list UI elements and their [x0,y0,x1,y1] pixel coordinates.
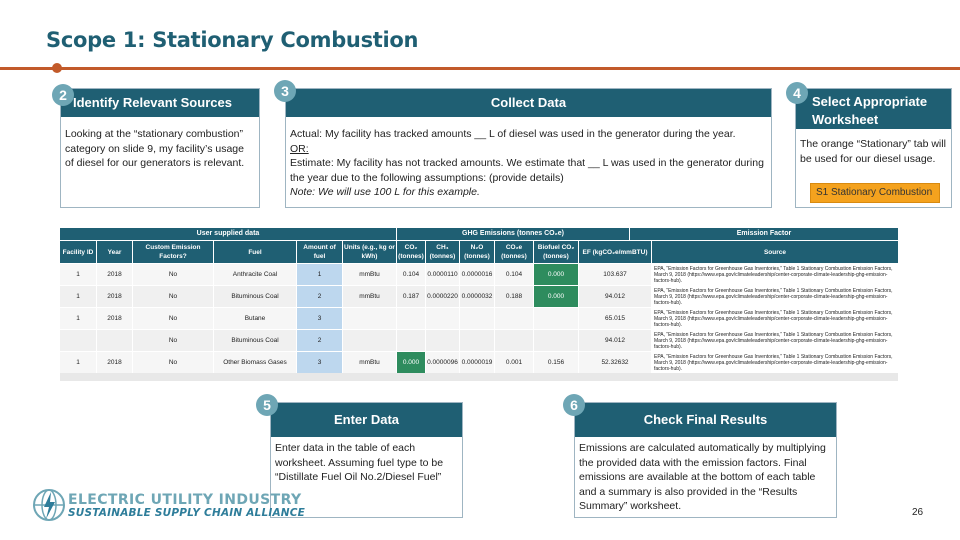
step-5-heading: Enter Data [271,403,462,437]
col-source: Source [652,241,898,263]
cell-facility[interactable]: 1 [60,286,96,307]
step-2-heading: Identify Relevant Sources [61,89,259,117]
cell-co2[interactable] [397,330,425,351]
cell-facility[interactable]: 1 [60,308,96,329]
group-header-user-data: User supplied data [60,228,396,240]
col-n2o: N₂O (tonnes) [460,241,494,263]
table-row [60,330,898,352]
cell-fuel[interactable]: Other Biomass Gases [214,352,296,373]
cell-co2[interactable]: 0.104 [397,264,425,285]
cell-custom[interactable]: No [133,286,213,307]
cell-amount[interactable]: 1 [297,264,342,285]
cell-ef[interactable]: 52.32632 [579,352,651,373]
col-amount: Amount of fuel [297,241,342,263]
cell-ef[interactable]: 94.012 [579,330,651,351]
cell-source: EPA, “Emission Factors for Greenhouse Gas Inventories,” Table 1 Stationary Combustion Emission Factors, March 9, 2018 (https://www.epa.gov/climateleadership/center-corporate-climate-leadership-ghg-emission-factors-hub). [652,330,898,351]
cell-year[interactable]: 2018 [97,264,132,285]
cell-year[interactable] [97,330,132,351]
cell-facility[interactable]: 1 [60,264,96,285]
col-facility-id: Facility ID [60,241,96,263]
table-footer [60,373,898,381]
cell-units[interactable]: mmBtu [343,264,396,285]
step-4-badge: 4 [786,82,808,104]
col-year: Year [97,241,132,263]
col-units: Units (e.g., kg or kWh) [343,241,396,263]
cell-co2[interactable]: 0.187 [397,286,425,307]
cell-fuel[interactable]: Bituminous Coal [214,330,296,351]
table-row [60,264,898,286]
cell-co2e[interactable]: 0.188 [495,286,533,307]
cell-facility[interactable] [60,330,96,351]
step-5-text: Enter data in the table of each worksheet. Assuming fuel type to be “Distillate Fuel Oil No.2/Diesel Fuel” [275,442,444,483]
cell-n2o[interactable] [460,330,494,351]
step-3-badge: 3 [274,80,296,102]
cell-custom[interactable]: No [133,330,213,351]
step-2-card [60,88,260,208]
step-3-note: Note: We will use 100 L for this example. [290,186,480,198]
cell-n2o[interactable] [460,308,494,329]
cell-n2o[interactable]: 0.0000016 [460,264,494,285]
col-biofuel: Biofuel CO₂ (tonnes) [534,241,578,263]
cell-year[interactable]: 2018 [97,308,132,329]
cell-bio[interactable]: 0.156 [534,352,578,373]
step-2-badge: 2 [52,84,74,106]
cell-units[interactable]: mmBtu [343,286,396,307]
cell-fuel[interactable]: Bituminous Coal [214,286,296,307]
cell-ch4[interactable] [426,308,459,329]
title-divider [0,67,960,70]
step-6-heading: Check Final Results [575,403,836,437]
cell-units[interactable] [343,330,396,351]
step-4-heading: Select Appropriate Worksheet [796,89,951,129]
cell-ef[interactable]: 94.012 [579,286,651,307]
cell-co2e[interactable] [495,330,533,351]
slide-title: Scope 1: Stationary Combustion [46,28,419,52]
cell-n2o[interactable]: 0.0000019 [460,352,494,373]
cell-co2[interactable]: 0.000 [397,352,425,373]
col-custom-ef: Custom Emission Factors? [133,241,213,263]
group-header-ef: Emission Factor [630,228,898,240]
cell-bio[interactable] [534,330,578,351]
cell-ef[interactable]: 65.015 [579,308,651,329]
cell-source: EPA, “Emission Factors for Greenhouse Gas Inventories,” Table 1 Stationary Combustion Emission Factors, March 9, 2018 (https://www.epa.gov/climateleadership/center-corporate-climate-leadership-ghg-emission-factors-hub). [652,264,898,285]
cell-units[interactable] [343,308,396,329]
cell-amount[interactable]: 3 [297,308,342,329]
euissca-logo [32,488,306,527]
table-row [60,286,898,308]
divider-dot [52,63,62,73]
col-co2: CO₂ (tonnes) [397,241,425,263]
cell-custom[interactable]: No [133,308,213,329]
cell-fuel[interactable]: Butane [214,308,296,329]
cell-n2o[interactable]: 0.0000032 [460,286,494,307]
step-3-or: OR: [290,142,309,155]
cell-units[interactable]: mmBtu [343,352,396,373]
step-4-text: The orange “Stationary” tab will be used for our diesel usage. [800,138,946,165]
step-3-actual: Actual: My facility has tracked amounts __ L of diesel was used in the generator during the year. [290,128,736,140]
cell-ef[interactable]: 103.637 [579,264,651,285]
cell-ch4[interactable]: 0.0000220 [426,286,459,307]
col-co2e: CO₂e (tonnes) [495,241,533,263]
step-3-heading: Collect Data [286,89,771,117]
step-3-estimate: Estimate: My facility has not tracked amounts. We estimate that __ L was used in the generator during the year due to the following assumptions: (provide details) [290,157,764,184]
step-2-text: Looking at the “stationary combustion” category on slide 9, my facility’s usage of diesel for our generators is relevant. [65,128,245,169]
cell-fuel[interactable]: Anthracite Coal [214,264,296,285]
cell-source: EPA, “Emission Factors for Greenhouse Gas Inventories,” Table 1 Stationary Combustion Emission Factors, March 9, 2018 (https://www.epa.gov/climateleadership/center-corporate-climate-leadership-ghg-emission-factors-hub). [652,308,898,329]
cell-ch4[interactable] [426,330,459,351]
step-6-card [574,402,837,518]
stationary-worksheet-tab[interactable]: S1 Stationary Combustion [810,183,940,203]
cell-amount[interactable]: 3 [297,352,342,373]
cell-source: EPA, “Emission Factors for Greenhouse Gas Inventories,” Table 1 Stationary Combustion Emission Factors, March 9, 2018 (https://www.epa.gov/climateleadership/center-corporate-climate-leadership-ghg-emission-factors-hub). [652,286,898,307]
cell-amount[interactable]: 2 [297,286,342,307]
table-row [60,308,898,330]
cell-bio[interactable]: 0.000 [534,264,578,285]
cell-co2e[interactable] [495,308,533,329]
cell-custom[interactable]: No [133,264,213,285]
col-ef: EF (kgCO₂e/mmBTU) [579,241,651,263]
cell-year[interactable]: 2018 [97,286,132,307]
step-3-card [285,88,772,208]
step-6-badge: 6 [563,394,585,416]
cell-amount[interactable]: 2 [297,330,342,351]
logo-line-2: SUSTAINABLE SUPPLY CHAIN ALLIANCE [68,507,306,519]
table-row [60,352,898,374]
cell-co2[interactable] [397,308,425,329]
cell-custom[interactable]: No [133,352,213,373]
group-header-ghg: GHG Emissions (tonnes CO₂e) [397,228,629,240]
step-6-text: Emissions are calculated automatically by multiplying the provided data with the emission factors. Final emissions are available at the bottom of each table and a summary is also provided in the “Results Summary” worksheet. [579,442,826,512]
page-number: 26 [912,507,924,518]
cell-bio[interactable]: 0.000 [534,286,578,307]
cell-facility[interactable]: 1 [60,352,96,373]
cell-ch4[interactable]: 0.0000096 [426,352,459,373]
stationary-combustion-table [60,228,898,380]
col-ch4: CH₄ (tonnes) [426,241,459,263]
logo-line-1: ELECTRIC UTILITY INDUSTRY [68,492,302,508]
cell-co2e[interactable]: 0.001 [495,352,533,373]
globe-lightning-icon [32,488,66,522]
cell-source: EPA, “Emission Factors for Greenhouse Gas Inventories,” Table 1 Stationary Combustion Emission Factors, March 9, 2018 (https://www.epa.gov/climateleadership/center-corporate-climate-leadership-ghg-emission-factors-hub). [652,352,898,373]
cell-co2e[interactable]: 0.104 [495,264,533,285]
step-5-badge: 5 [256,394,278,416]
cell-ch4[interactable]: 0.0000110 [426,264,459,285]
cell-bio[interactable] [534,308,578,329]
cell-year[interactable]: 2018 [97,352,132,373]
col-fuel: Fuel [214,241,296,263]
